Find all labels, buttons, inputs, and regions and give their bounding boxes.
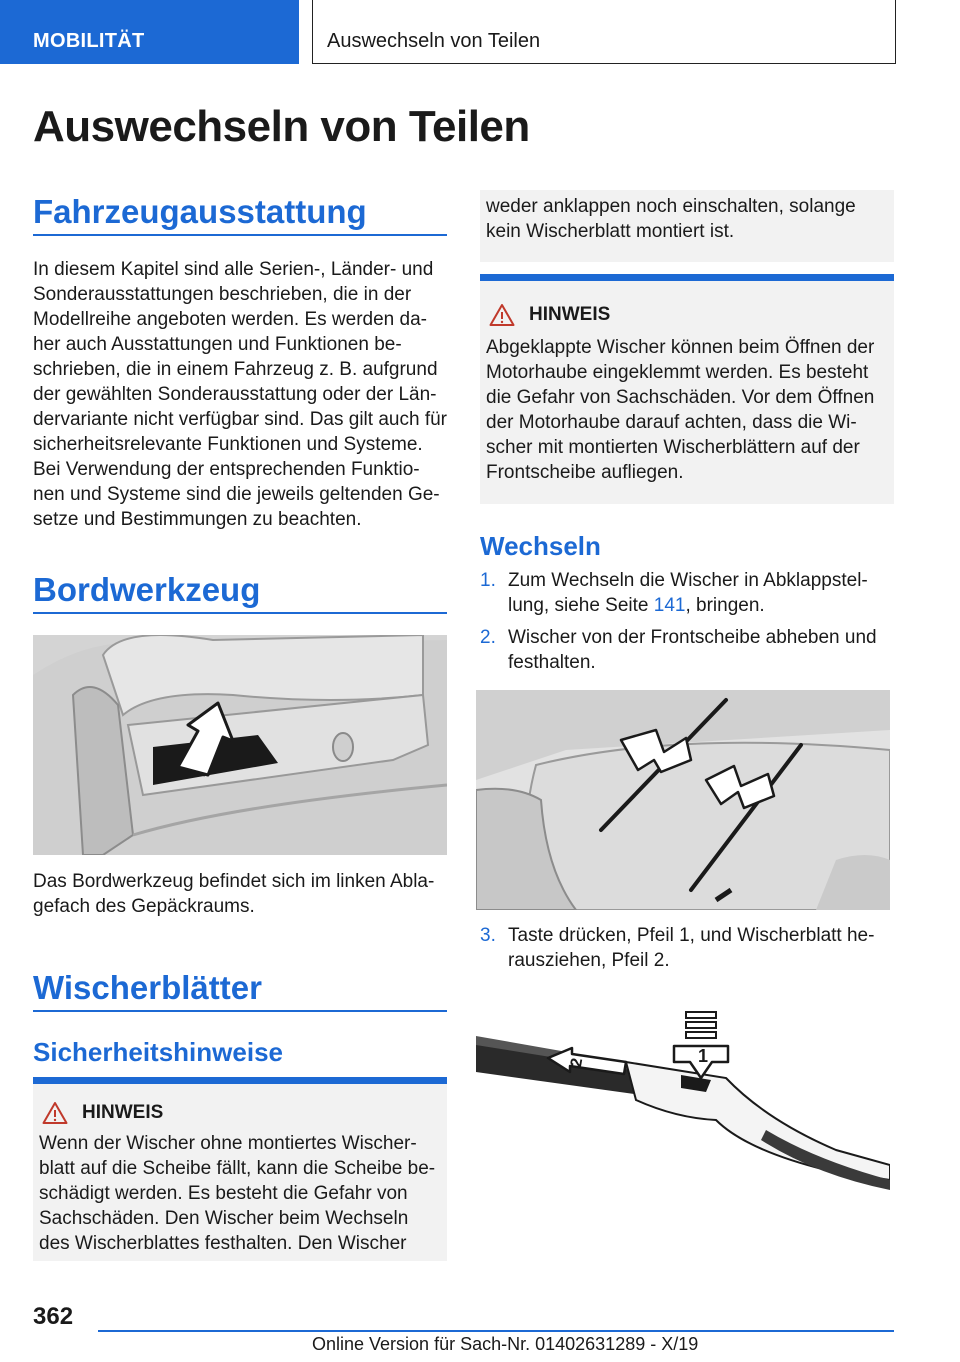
step-text: rausziehen, Pfeil 2. <box>508 950 670 971</box>
step-text-part: lung, siehe Seite <box>508 595 654 616</box>
text-line: Sachschäden. Den Wischer beim Wechseln <box>39 1208 409 1229</box>
steps-list <box>480 568 894 675</box>
step-3 <box>480 923 894 973</box>
arrow-label-2: 2 <box>567 1056 587 1069</box>
steps-list-continued <box>480 923 894 973</box>
notice-heading <box>489 303 894 327</box>
text-line: dervariante nicht verfügbar sind. Das gilt auch für <box>33 409 447 430</box>
heading-rule <box>33 234 447 236</box>
step-text <box>508 593 868 618</box>
notice-box <box>480 274 894 504</box>
text-line: Frontscheibe aufliegen. <box>486 462 684 483</box>
text-line: kein Wischerblatt montiert ist. <box>486 221 735 242</box>
wipers-image <box>476 690 890 910</box>
heading-fahrzeugausstattung: Fahrzeugausstattung <box>33 193 367 230</box>
text-line: der Motorhaube darauf achten, dass die Wi- <box>486 412 857 433</box>
text-line: nen und Systeme sind die jeweils geltenden Ge- <box>33 484 440 505</box>
step-text-part: , bringen. <box>685 595 765 616</box>
heading-sicherheitshinweise: Sicherheitshinweise <box>33 1037 283 1067</box>
fahrzeugausstattung-text <box>33 257 447 532</box>
text-line: blatt auf die Scheibe fällt, kann die Scheibe be- <box>39 1158 436 1179</box>
text-line: Wenn der Wischer ohne montiertes Wischer- <box>39 1133 417 1154</box>
notice-text <box>480 190 894 244</box>
wiper-illustration <box>476 690 890 910</box>
text-line: Bei Verwendung der entsprechenden Funktio- <box>33 459 420 480</box>
wiper-blade-illustration <box>476 1000 890 1210</box>
text-line: die Gefahr von Sachschäden. Vor dem Öffnen <box>486 387 875 408</box>
text-line: schädigt werden. Es besteht die Gefahr von <box>39 1183 408 1204</box>
page-link[interactable]: 141 <box>653 595 686 616</box>
heading-bordwerkzeug: Bordwerkzeug <box>33 571 261 608</box>
step-text: Taste drücken, Pfeil 1, und Wischerblatt he- <box>508 925 875 946</box>
step-1 <box>480 568 894 618</box>
text-line: Sonderausstattungen beschrieben, die in der <box>33 284 412 305</box>
heading-rule <box>33 612 447 614</box>
text-line: Modellreihe angeboten werden. Es werden da- <box>33 309 427 330</box>
notice-text <box>39 1131 447 1256</box>
heading-rule <box>33 1010 447 1012</box>
notice-box-continued <box>480 190 894 262</box>
notice-label: HINWEIS <box>82 1102 164 1123</box>
step-number: 1. <box>480 570 496 591</box>
arrow-label-1: 1 <box>698 1046 709 1066</box>
text-line: Motorhaube eingeklemmt werden. Es besteht <box>486 362 869 383</box>
text-line: Das Bordwerkzeug befindet sich im linken Abla- <box>33 871 435 892</box>
warning-icon <box>489 303 515 327</box>
step-text: festhalten. <box>508 652 596 673</box>
step-number: 3. <box>480 925 496 946</box>
page-title: Auswechseln von Teilen <box>33 102 530 151</box>
section-tab: MOBILITÄT <box>0 0 299 64</box>
notice-text <box>486 335 894 485</box>
text-line: Abgeklappte Wischer können beim Öffnen der <box>486 337 875 358</box>
heading-wechseln: Wechseln <box>480 531 601 561</box>
text-line: der gewählten Sonderausstattung oder der Län- <box>33 384 437 405</box>
notice-bar <box>33 1077 447 1084</box>
text-line: her auch Ausstattungen und Funktionen be- <box>33 334 402 355</box>
text-line: weder anklappen noch einschalten, solange <box>486 196 856 217</box>
notice-label: HINWEIS <box>529 304 611 325</box>
text-line: sicherheitsrelevante Funktionen und Systeme. <box>33 434 423 455</box>
step-text: Wischer von der Frontscheibe abheben und <box>508 627 877 648</box>
wiper-blade-detail-image <box>476 1000 890 1210</box>
text-line: In diesem Kapitel sind alle Serien-, Länder- und <box>33 259 434 280</box>
step-2 <box>480 625 894 675</box>
text-line: des Wischerblattes festhalten. Den Wischer <box>39 1233 407 1254</box>
page-number: 362 <box>33 1303 74 1330</box>
trunk-illustration <box>33 635 447 855</box>
chapter-header: Auswechseln von Teilen <box>312 0 896 64</box>
trunk-compartment-image <box>33 635 447 855</box>
heading-wischerblaetter: Wischerblätter <box>33 969 262 1006</box>
step-number: 2. <box>480 627 496 648</box>
notice-heading <box>42 1101 447 1125</box>
text-line: setze und Bestimmungen zu beachten. <box>33 509 362 530</box>
notice-bar <box>480 274 894 281</box>
bordwerkzeug-text <box>33 869 447 919</box>
step-text: Zum Wechseln die Wischer in Abklappstel- <box>508 570 868 591</box>
text-line: schrieben, die in einem Fahrzeug z. B. aufgrund <box>33 359 438 380</box>
warning-icon <box>42 1101 68 1125</box>
text-line: scher mit montierten Wischerblättern auf der <box>486 437 860 458</box>
notice-box <box>33 1077 447 1261</box>
footer-rule <box>98 1330 894 1332</box>
text-line: gefach des Gepäckraums. <box>33 896 255 917</box>
footer-text: Online Version für Sach-Nr. 01402631289 - X/19 <box>312 1334 699 1354</box>
